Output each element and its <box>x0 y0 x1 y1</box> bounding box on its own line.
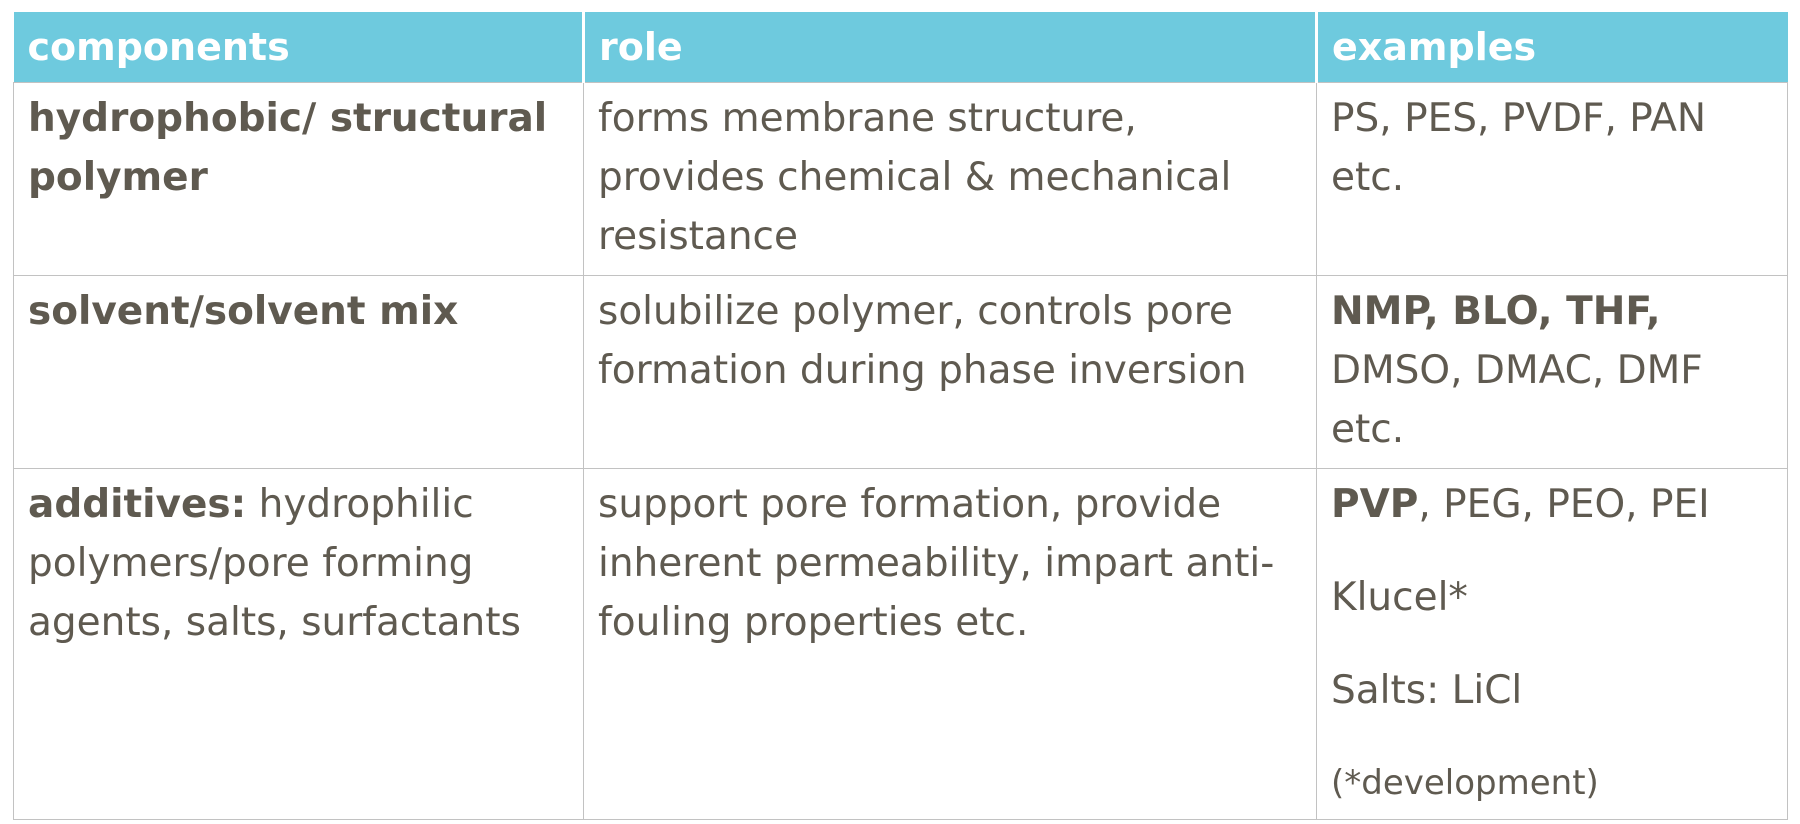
component-cell <box>14 83 584 276</box>
examples-text: , PEG, PEO, PEI <box>1418 482 1710 527</box>
examples-cell <box>1317 83 1788 276</box>
component-description: hydrophilic polymers/pore forming agents, salts, surfactants <box>28 482 521 645</box>
role-cell <box>584 83 1317 276</box>
role-text: support pore formation, provide inherent permeability, impart anti-fouling properties etc. <box>598 482 1275 645</box>
component-name: additives: <box>28 482 247 527</box>
table-row <box>14 469 1788 820</box>
component-name: hydrophobic/ structural polymer <box>28 96 548 200</box>
examples-text: PS, PES, PVDF, PAN etc. <box>1331 96 1707 200</box>
components-table <box>13 12 1788 820</box>
examples-footnote: (*development) <box>1331 763 1599 803</box>
examples-line-2: Klucel* <box>1331 575 1468 620</box>
role-cell <box>584 276 1317 469</box>
component-cell <box>14 276 584 469</box>
table-row <box>14 83 1788 276</box>
examples-cell <box>1317 276 1788 469</box>
header-role: role <box>584 12 1317 83</box>
table-row <box>14 276 1788 469</box>
examples-line-3: Salts: LiCl <box>1331 668 1523 713</box>
examples-cell <box>1317 469 1788 820</box>
component-name: solvent/solvent mix <box>28 289 459 334</box>
examples-text: DMSO, DMAC, DMF etc. <box>1331 348 1703 452</box>
header-examples: examples <box>1317 12 1788 83</box>
header-row <box>14 12 1788 83</box>
header-components: components <box>14 12 584 83</box>
role-text: forms membrane structure, provides chemical & mechanical resistance <box>598 96 1232 259</box>
role-cell <box>584 469 1317 820</box>
role-text: solubilize polymer, controls pore formation during phase inversion <box>598 289 1247 393</box>
examples-line-1 <box>1331 475 1773 534</box>
examples-bold: PVP <box>1331 482 1419 527</box>
examples-bold: NMP, BLO, THF, <box>1331 289 1661 334</box>
component-cell <box>14 469 584 820</box>
